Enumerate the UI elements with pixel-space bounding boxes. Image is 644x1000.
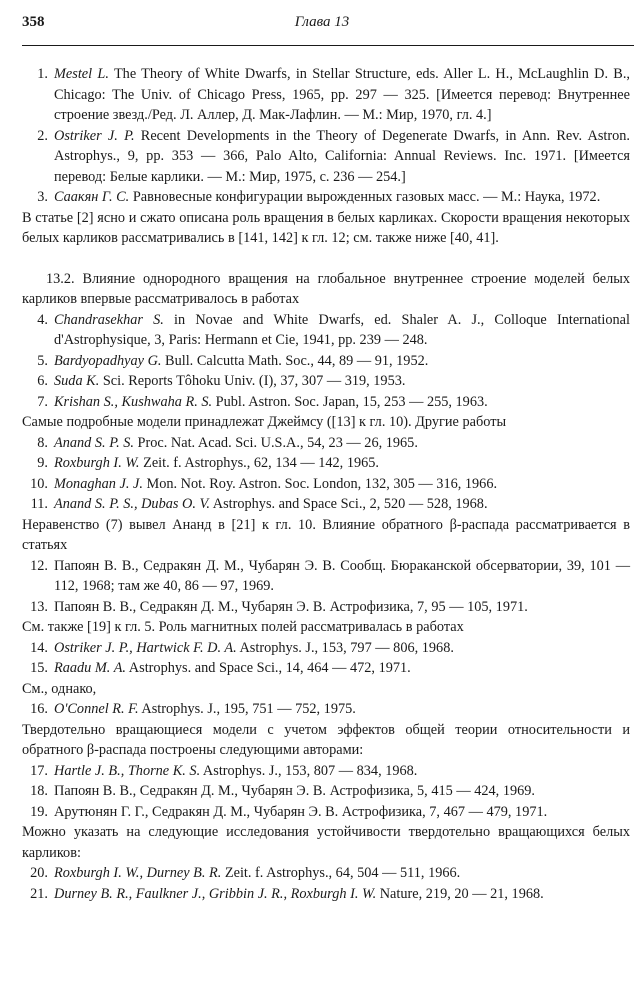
reference-text (54, 802, 630, 823)
reference-text (54, 392, 630, 413)
reference-authors: Anand S. P. S., Dubas O. V. (54, 496, 210, 512)
reference-details: Publ. Astron. Soc. Japan, 15, 253 — 255, 1963. (212, 393, 488, 410)
reference-text (54, 556, 630, 597)
body-paragraph: См. также [19] к гл. 5. Роль магнитных полей рассматривалась в работах (22, 619, 464, 635)
reference-details: Zeit. f. Astrophys., 62, 134 — 142, 1965. (139, 455, 379, 471)
reference-entry (22, 884, 630, 905)
reference-details: Astrophys. J., 153, 797 — 806, 1968. (236, 639, 454, 656)
reference-details: Sci. Reports Tôhoku Univ. (I), 37, 307 — 319, 1953. (99, 373, 406, 389)
reference-number: 11. (30, 496, 48, 512)
reference-entry (22, 351, 630, 372)
reference-details: Bull. Calcutta Math. Soc., 44, 89 — 91, 1952. (161, 352, 429, 369)
reference-number: 13. (30, 598, 48, 615)
reference-entry (22, 761, 630, 782)
reference-number: 9. (37, 455, 48, 471)
reference-text (54, 310, 630, 351)
reference-authors: Roxburgh I. W., Durney B. R. (54, 865, 222, 881)
reference-entry (22, 781, 630, 802)
reference-entry (22, 474, 630, 495)
reference-entry (22, 310, 630, 351)
reference-number: 2. (37, 127, 48, 144)
reference-entry (22, 658, 630, 679)
reference-details: Zeit. f. Astrophys., 64, 504 — 511, 1966. (221, 865, 461, 881)
reference-text (54, 761, 630, 782)
reference-authors: Bardyopadhyay G. (54, 352, 162, 369)
body-paragraph: В статье [2] ясно и сжато описана роль вращения в белых карликах. Скорости вращения некоторых белых карликов рассматривались в [141, 142] к гл. 12; см. также ниже [40, 41]. (22, 209, 630, 246)
reference-authors: Hartle J. B., Thorne K. S. (54, 762, 201, 779)
reference-number: 6. (37, 373, 48, 389)
page-header (0, 12, 644, 36)
reference-authors: O'Connel R. F. (54, 701, 139, 717)
reference-details: Proc. Nat. Acad. Sci. U.S.A., 54, 23 — 26, 1965. (133, 434, 418, 451)
reference-text (54, 351, 630, 372)
reference-number: 10. (30, 475, 48, 492)
reference-authors: Durney B. R., Faulkner J., Gribbin J. R., Roxburgh I. W. (54, 885, 377, 902)
reference-entry (22, 597, 630, 618)
reference-text (54, 453, 630, 474)
reference-details: Recent Developments in the Theory of Degenerate Dwarfs, in Ann. Rev. Astron. Astrophys., 9, pp. 353 — 366, Palo Alto, California: Annual Reviews. Inc. 1971. [Имеется перевод: Белые карлики. — М.: Мир, 1975, с. 236 — 254.] (54, 127, 630, 185)
reference-entry (22, 392, 630, 413)
reference-number: 8. (37, 434, 48, 451)
reference-entry (22, 863, 630, 884)
reference-text (54, 64, 630, 126)
reference-text (54, 597, 630, 618)
reference-authors: Roxburgh I. W. (54, 455, 140, 471)
reference-number: 5. (37, 352, 48, 369)
reference-authors: Monaghan J. J. (54, 475, 143, 492)
reference-number: 3. (37, 189, 48, 205)
reference-entry (22, 802, 630, 823)
reference-authors: Ostriker J. P., Hartwick F. D. A. (54, 639, 237, 656)
reference-details: Astrophys. and Space Sci., 2, 520 — 528, 1968. (209, 496, 488, 512)
reference-authors: Krishan S., Kushwaha R. S. (54, 393, 213, 410)
body-paragraph: 13.2. Влияние однородного вращения на глобальное внутреннее строение моделей белых карликов впервые рассматривалось в работах (22, 270, 630, 307)
reference-details: Равновесные конфигурации вырожденных газовых масс. — М.: Наука, 1972. (129, 189, 601, 205)
reference-number: 17. (30, 762, 48, 779)
reference-details: Mon. Not. Roy. Astron. Soc. London, 132, 305 — 316, 1966. (142, 475, 498, 492)
reference-text (54, 699, 630, 720)
reference-text (54, 371, 630, 392)
reference-entry (22, 453, 630, 474)
reference-text (54, 863, 630, 884)
reference-authors: Raadu M. A. (54, 660, 127, 676)
reference-number: 20. (30, 865, 48, 881)
reference-entry (22, 638, 630, 659)
body-paragraph: Самые подробные модели принадлежат Джеймсу ([13] к гл. 10). Другие работы (22, 414, 507, 430)
reference-number: 14. (30, 639, 48, 656)
reference-entry (22, 494, 630, 515)
reference-text (54, 494, 630, 515)
reference-entry (22, 187, 630, 208)
page-body (22, 64, 630, 904)
reference-number: 7. (37, 393, 48, 410)
reference-number: 12. (30, 557, 48, 574)
body-paragraph: Неравенство (7) вывел Ананд в [21] к гл. 10. Влияние обратного β-распада рассматривается в статьях (22, 516, 630, 553)
reference-text (54, 658, 630, 679)
reference-details: Astrophys. J., 153, 807 — 834, 1968. (200, 762, 418, 779)
reference-number: 21. (30, 885, 48, 902)
reference-entry (22, 371, 630, 392)
reference-number: 16. (30, 701, 48, 717)
reference-details: Astrophys. J., 195, 751 — 752, 1975. (138, 701, 356, 717)
reference-text (54, 126, 630, 188)
reference-text (54, 638, 630, 659)
reference-entry (22, 433, 630, 454)
reference-details: Папоян В. В., Седракян Д. М., Чубарян Э. В. Астрофизика, 7, 95 — 105, 1971. (54, 598, 528, 615)
body-paragraph: Твердотельно вращающиеся модели с учетом эффектов общей теории относительности и обратного β-распада построены следующими авторами: (22, 721, 630, 758)
page-number: 358 (22, 14, 45, 30)
reference-authors: Саакян Г. С. (54, 189, 130, 205)
reference-authors: Chandrasekhar S. (54, 311, 164, 328)
reference-details: Папоян В. В., Седракян Д. М., Чубарян Э. В. Сообщ. Бюраканской обсерватории, 39, 101 — 112, 1968; там же 40, 86 — 97, 1969. (54, 557, 630, 594)
reference-number: 4. (37, 311, 48, 328)
reference-text (54, 781, 630, 802)
body-paragraph: См., однако, (22, 680, 97, 697)
reference-text (54, 884, 630, 905)
reference-details: Astrophys. and Space Sci., 14, 464 — 472, 1971. (126, 660, 411, 676)
reference-text (54, 187, 630, 208)
reference-details: in Novae and White Dwarfs, ed. Shaler A. J., Colloque International d'Astrophysique, 3, Paris: Hermann et Cie, 1941, pp. 239 — 248. (54, 311, 630, 348)
reference-number: 18. (30, 783, 48, 799)
reference-details: Арутюнян Г. Г., Седракян Д. М., Чубарян Э. В. Астрофизика, 7, 467 — 479, 1971. (54, 803, 548, 820)
running-head: Глава 13 (294, 14, 350, 30)
reference-details: The Theory of White Dwarfs, in Stellar Structure, eds. Aller L. H., McLaughlin D. B., Chicago: The Univ. of Chicago Press, 1965, pp. 297 — 325. [Имеется перевод: Внутреннее строение звезд./Ред. Л. Аллер, Д. Мак-Лафлин. — М.: Мир, 1970, гл. 4.] (54, 66, 630, 123)
reference-entry (22, 64, 630, 126)
reference-details: Nature, 219, 20 — 21, 1968. (376, 885, 544, 902)
reference-authors: Mestel L. (54, 66, 109, 82)
reference-entry (22, 556, 630, 597)
reference-text (54, 474, 630, 495)
reference-authors: Suda K. (54, 373, 100, 389)
section-gap (22, 249, 630, 269)
reference-authors: Ostriker J. P. (54, 127, 135, 144)
reference-number: 19. (30, 803, 48, 820)
header-rule (22, 45, 634, 46)
reference-text (54, 433, 630, 454)
reference-number: 1. (37, 66, 48, 82)
reference-entry (22, 699, 630, 720)
reference-number: 15. (30, 660, 48, 676)
reference-authors: Anand S. P. S. (54, 434, 134, 451)
reference-entry (22, 126, 630, 188)
reference-details: Папоян В. В., Седракян Д. М., Чубарян Э. В. Астрофизика, 5, 415 — 424, 1969. (54, 783, 535, 799)
body-paragraph: Можно указать на следующие исследования устойчивости твердотельно вращающихся белых карликов: (22, 824, 630, 861)
